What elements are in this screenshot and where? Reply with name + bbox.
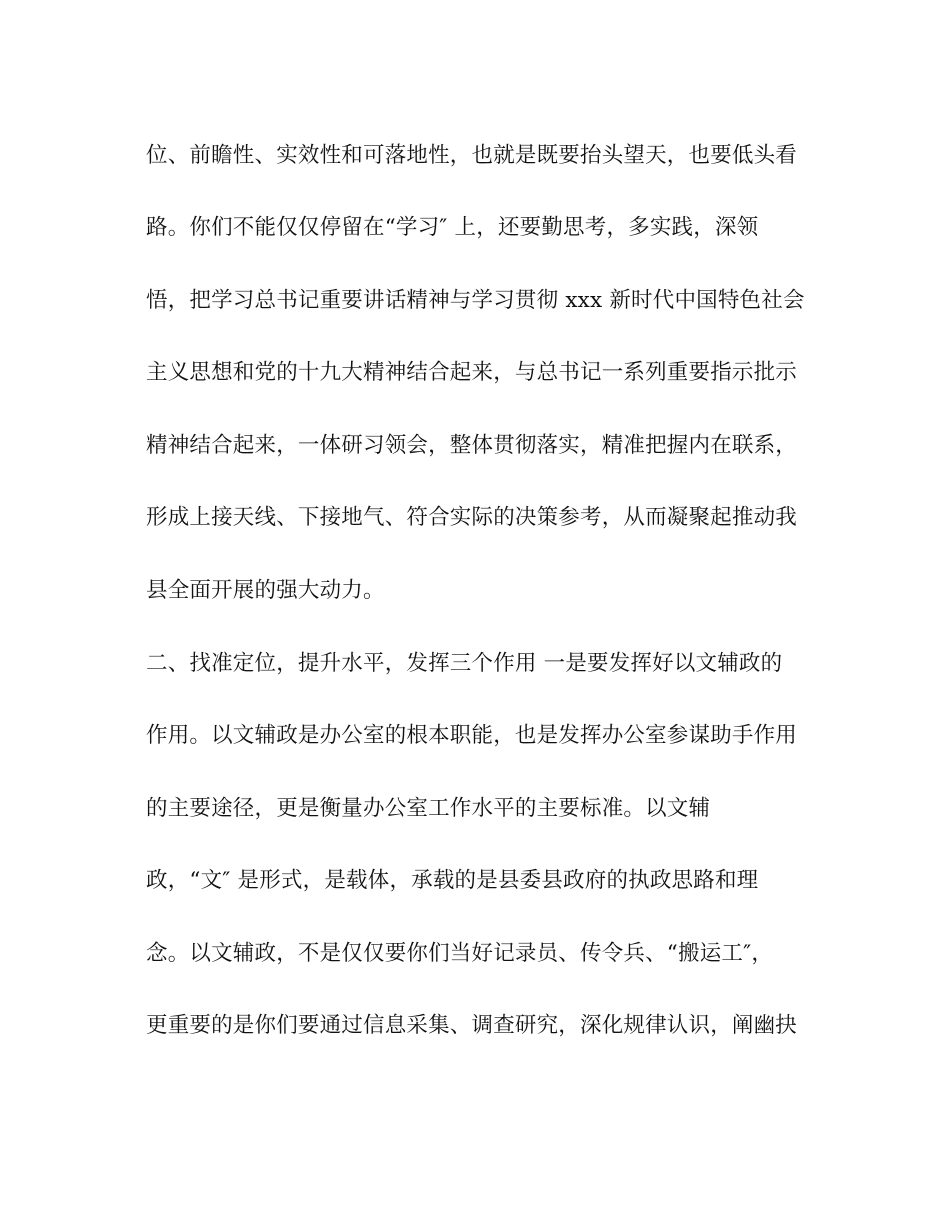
text-line-7: 县全面开展的强大动力。: [146, 578, 385, 603]
text-line-4: 主义思想和党的十九大精神结合起来，与总书记一系列重要指示批示: [146, 360, 798, 385]
text-line-9: 作用。以文辅政是办公室的根本职能，也是发挥办公室参谋助手作用: [146, 723, 798, 748]
text-line-3: 悟，把学习总书记重要讲话精神与学习贯彻 xxx 新时代中国特色社会: [146, 288, 805, 313]
text-line-5: 精神结合起来，一体研习领会，整体贯彻落实，精准把握内在联系，: [146, 433, 798, 458]
text-line-12: 念。以文辅政，不是仅仅要你们当好记录员、传令兵、“搬运工″，: [146, 941, 774, 966]
text-line-2: 路。你们不能仅仅停留在“学习″ 上，还要勤思考，多实践，深领: [146, 215, 759, 240]
text-line-6: 形成上接天线、下接地气、符合实际的决策参考，从而凝聚起推动我: [146, 505, 798, 530]
section-heading-line: 二、找准定位，提升水平，发挥三个作用 一是要发挥好以文辅政的: [146, 651, 783, 676]
text-line-10: 的主要途径，更是衡量办公室工作水平的主要标准。以文辅: [146, 796, 711, 821]
text-line-11: 政，“文″ 是形式，是载体，承载的是县委县政府的执政思路和理: [146, 868, 759, 893]
text-line-13: 更重要的是你们要通过信息采集、调查研究，深化规律认识，阐幽抉: [146, 1013, 798, 1038]
text-line-1: 位、前瞻性、实效性和可落地性，也就是既要抬头望天，也要低头看: [146, 143, 798, 168]
